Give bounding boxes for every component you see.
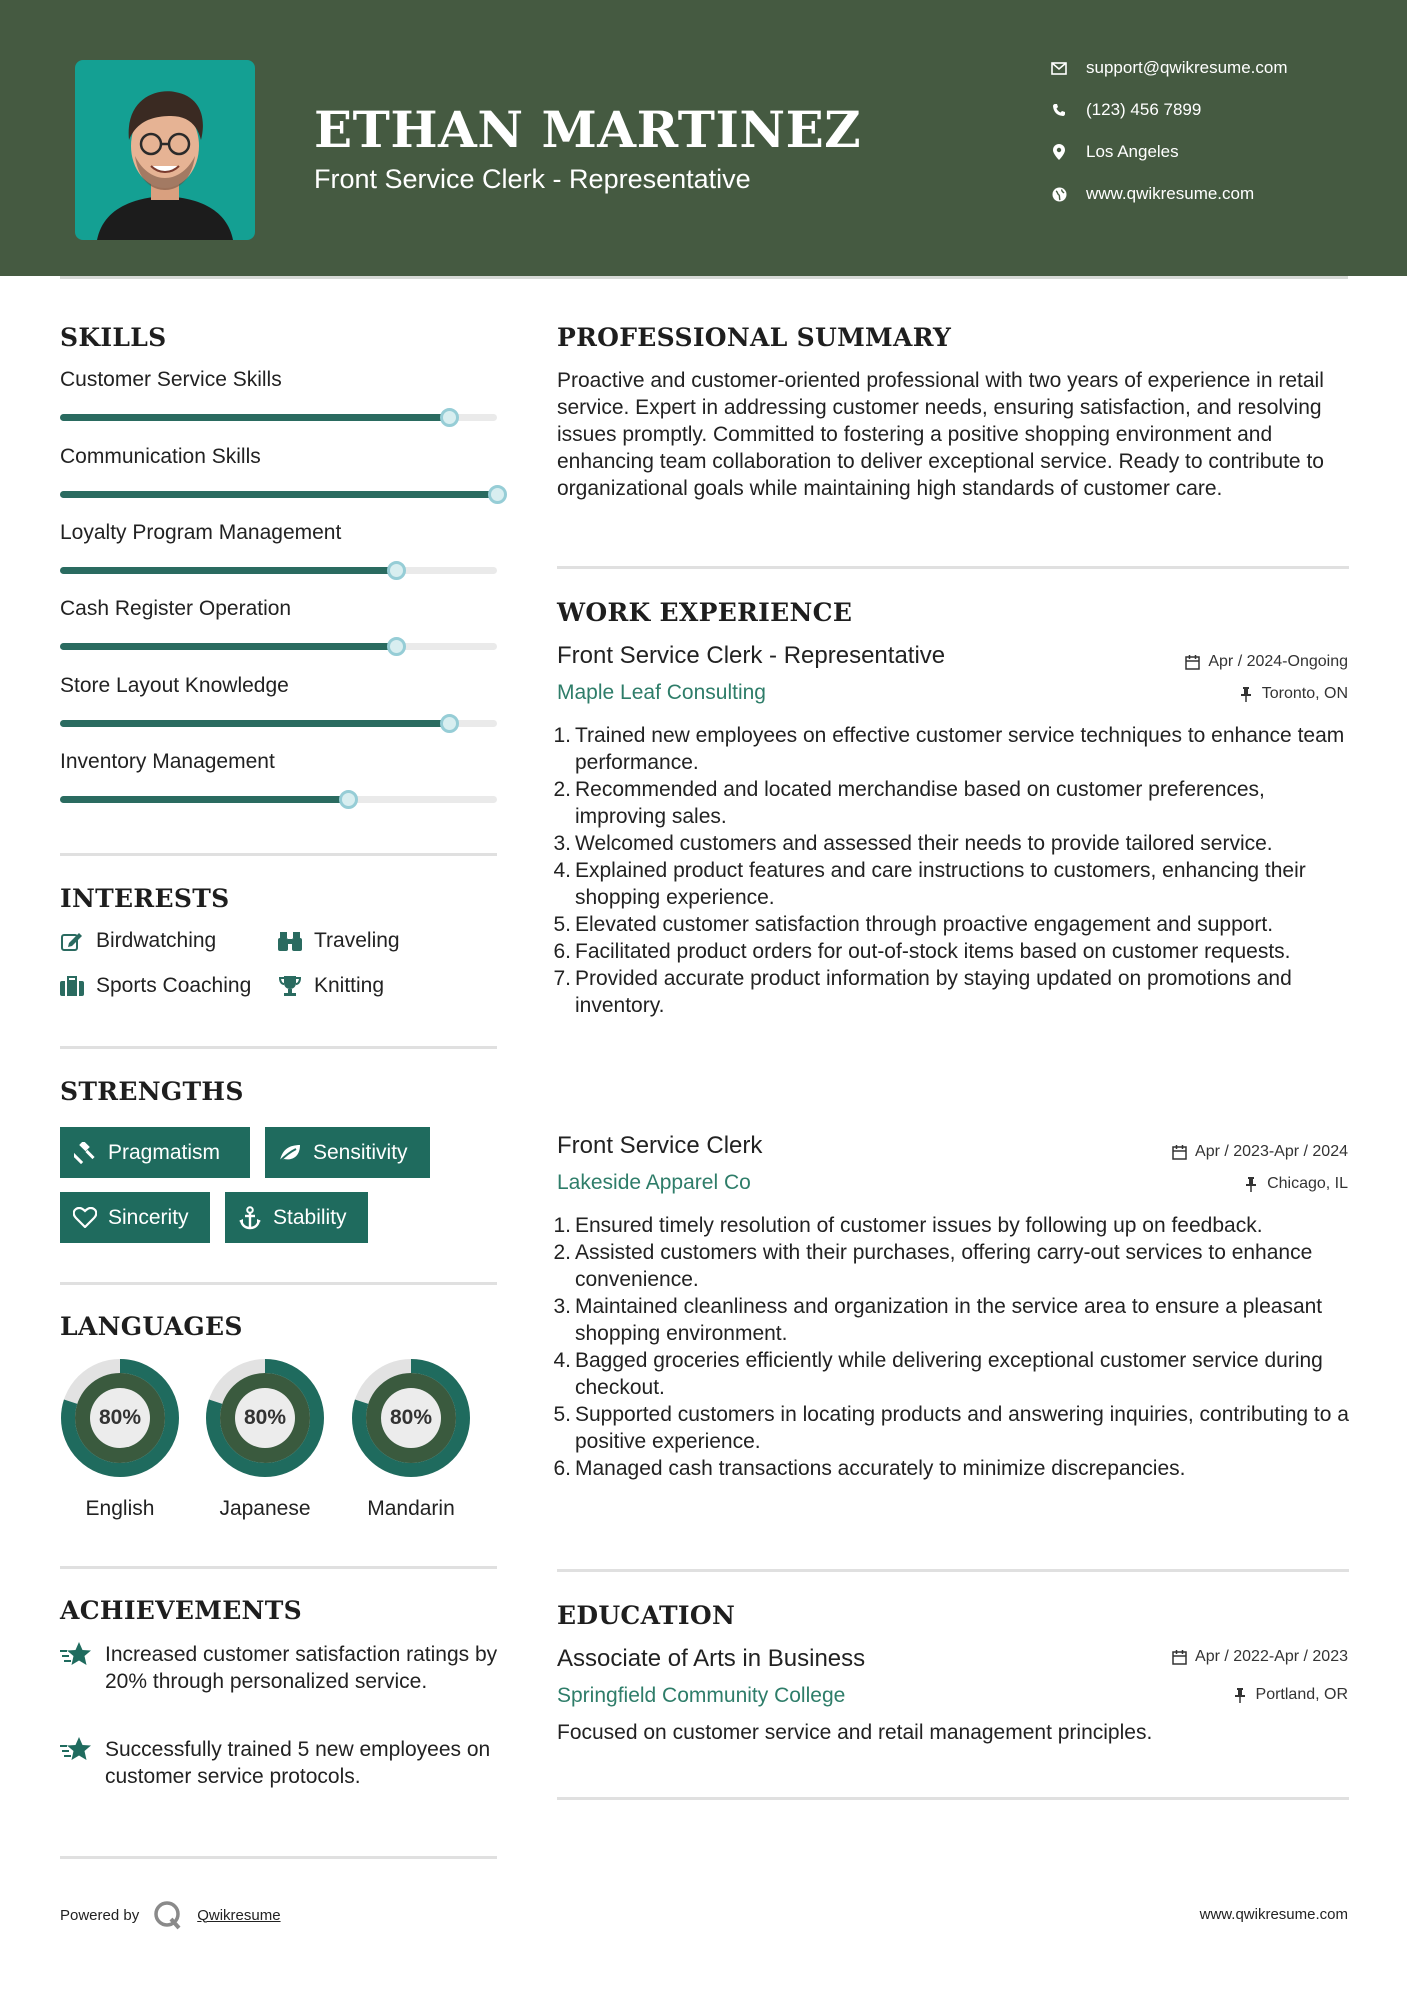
language-percent: 80% xyxy=(389,1406,433,1429)
job-bullets xyxy=(550,722,1352,1019)
pushpin-icon xyxy=(1232,1687,1248,1703)
language-item xyxy=(350,1357,472,1521)
interest-label: Sports Coaching xyxy=(96,974,252,997)
pushpin-icon xyxy=(1243,1176,1259,1192)
skill-bar xyxy=(60,796,497,803)
contact-website[interactable] xyxy=(1050,184,1350,204)
profile-photo xyxy=(75,60,255,240)
contact-website-text: www.qwikresume.com xyxy=(1086,184,1255,203)
education-school: Springfield Community College xyxy=(557,1684,846,1707)
footer-website[interactable]: www.qwikresume.com xyxy=(1199,1906,1348,1923)
education-heading: EDUCATION xyxy=(557,1601,736,1630)
interest-item xyxy=(60,929,216,953)
education-location xyxy=(1232,1686,1348,1704)
section-divider xyxy=(60,853,497,856)
skill-label: Cash Register Operation xyxy=(60,597,292,620)
education-degree: Associate of Arts in Business xyxy=(557,1645,866,1672)
heart-icon xyxy=(72,1205,98,1231)
interest-label: Traveling xyxy=(314,929,400,952)
section-divider xyxy=(557,1797,1349,1800)
strength-badge xyxy=(60,1127,250,1178)
achievement-item xyxy=(60,1641,500,1695)
job-location xyxy=(1243,1175,1348,1193)
language-item xyxy=(59,1357,181,1521)
achievements-heading: ACHIEVEMENTS xyxy=(60,1596,302,1625)
job-bullet: 2. Recommended and located merchandise based on customer preferences, improving sales. xyxy=(553,778,1265,828)
contact-phone[interactable] xyxy=(1050,100,1350,120)
section-divider xyxy=(60,1046,497,1049)
job-company: Lakeside Apparel Co xyxy=(557,1171,751,1194)
strength-badge xyxy=(265,1127,430,1178)
education-location-text: Portland, OR xyxy=(1255,1686,1348,1703)
education-date xyxy=(1171,1648,1348,1666)
skill-bar-knob xyxy=(339,790,358,809)
job-bullet: 6. Facilitated product orders for out-of-stock items based on customer requests. xyxy=(553,940,1291,963)
envelope-icon xyxy=(1050,59,1068,77)
job-date-text: Apr / 2023-Apr / 2024 xyxy=(1195,1143,1348,1160)
job-bullet: 6. Managed cash transactions accurately to minimize discrepancies. xyxy=(553,1457,1186,1480)
header-divider xyxy=(60,276,1348,279)
gavel-icon xyxy=(72,1140,98,1166)
interest-label: Birdwatching xyxy=(96,929,217,952)
interest-item xyxy=(278,929,400,953)
job-bullet: 3. Maintained cleanliness and organization in the service area to ensure a pleasant shopping environment. xyxy=(553,1295,1323,1345)
strength-label: Sensitivity xyxy=(313,1140,408,1164)
trophy-icon xyxy=(278,974,302,998)
contact-phone-text: (123) 456 7899 xyxy=(1086,100,1202,119)
contact-email[interactable] xyxy=(1050,58,1350,78)
skill-bar xyxy=(60,643,497,650)
job-bullet: 1. Trained new employees on effective customer service techniques to enhance team performance. xyxy=(553,724,1345,774)
skills-heading: SKILLS xyxy=(60,323,167,352)
star-icon xyxy=(60,1736,94,1790)
strength-label: Stability xyxy=(273,1205,347,1229)
strength-label: Pragmatism xyxy=(108,1140,221,1164)
job-bullet: 3. Welcomed customers and assessed their needs to provide tailored service. xyxy=(553,832,1273,855)
anchor-icon xyxy=(237,1205,263,1231)
languages-heading: LANGUAGES xyxy=(60,1312,243,1341)
footer-powered-by xyxy=(60,1900,281,1930)
interest-item xyxy=(60,974,251,998)
interest-item xyxy=(278,974,384,998)
calendar-icon xyxy=(1184,654,1200,670)
skill-bar xyxy=(60,567,497,574)
skill-bar-knob xyxy=(387,637,406,656)
job-bullet: 7. Provided accurate product information by staying updated on promotions and inventory. xyxy=(553,967,1292,1017)
pushpin-icon xyxy=(1238,686,1254,702)
job-location-text: Chicago, IL xyxy=(1267,1175,1348,1192)
candidate-name: ETHAN MARTINEZ xyxy=(314,100,862,159)
leaf-icon xyxy=(277,1140,303,1166)
section-divider xyxy=(557,566,1349,569)
powered-by-text: Powered by xyxy=(60,1906,140,1924)
job-bullet: 5. Supported customers in locating products and answering inquiries, contributing to a positive experience. xyxy=(553,1403,1349,1453)
strength-label: Sincerity xyxy=(108,1205,189,1229)
strength-badge xyxy=(225,1192,368,1243)
skill-bar-knob xyxy=(387,561,406,580)
section-divider xyxy=(60,1566,497,1569)
star-icon xyxy=(60,1641,94,1695)
job-location xyxy=(1238,685,1348,703)
job-location-text: Toronto, ON xyxy=(1261,685,1348,702)
section-divider xyxy=(60,1282,497,1285)
achievement-text: Successfully trained 5 new employees on customer service protocols. xyxy=(105,1738,491,1788)
job-title: Front Service Clerk xyxy=(557,1132,763,1159)
achievement-text: Increased customer satisfaction ratings by 20% through personalized service. xyxy=(105,1643,498,1693)
job-bullet: 1. Ensured timely resolution of customer issues by following up on feedback. xyxy=(553,1214,1263,1237)
section-divider xyxy=(557,1569,1349,1572)
qwikresume-logo-icon xyxy=(153,1900,183,1930)
job-company: Maple Leaf Consulting xyxy=(557,681,766,704)
phone-icon xyxy=(1050,101,1068,119)
language-item xyxy=(204,1357,326,1521)
section-divider xyxy=(60,1856,497,1859)
contact-email-text: support@qwikresume.com xyxy=(1086,58,1288,77)
summary-text: Proactive and customer-oriented professional with two years of experience in retail service. Expert in addressing customer needs, ensuring satisfaction, and resolving issues promptly. Committed to fostering a positive shopping environment and enhancing team collaboration to deliver exceptional service. Ready to contribute to organizational goals while maintaining high standards of customer care. xyxy=(557,369,1324,500)
job-bullet: 4. Bagged groceries efficiently while delivering exceptional customer service during checkout. xyxy=(553,1349,1323,1399)
globe-icon xyxy=(1050,185,1068,203)
binoculars-icon xyxy=(278,929,302,953)
skill-label: Customer Service Skills xyxy=(60,368,282,391)
pencil-square-icon xyxy=(60,929,84,953)
job-bullet: 2. Assisted customers with their purchases, offering carry-out services to enhance convenience. xyxy=(553,1241,1313,1291)
calendar-icon xyxy=(1171,1144,1187,1160)
skill-label: Store Layout Knowledge xyxy=(60,674,289,697)
map-pin-icon xyxy=(1050,143,1068,161)
job-bullet: 5. Elevated customer satisfaction through proactive engagement and support. xyxy=(553,913,1274,936)
strengths-heading: STRENGTHS xyxy=(60,1077,244,1106)
interest-label: Knitting xyxy=(314,974,385,997)
skill-label: Loyalty Program Management xyxy=(60,521,342,544)
language-name: Mandarin xyxy=(367,1497,455,1520)
experience-heading: WORK EXPERIENCE xyxy=(557,598,853,627)
education-date-text: Apr / 2022-Apr / 2023 xyxy=(1195,1648,1348,1665)
skill-bar-knob xyxy=(440,408,459,427)
skill-bar xyxy=(60,720,497,727)
education-description: Focused on customer service and retail management principles. xyxy=(557,1721,1153,1744)
qwikresume-link[interactable]: Qwikresume xyxy=(197,1906,281,1924)
language-percent: 80% xyxy=(98,1406,142,1429)
skill-bar-knob xyxy=(440,714,459,733)
briefcase-icon xyxy=(60,974,84,998)
job-date-text: Apr / 2024-Ongoing xyxy=(1208,653,1348,670)
language-name: Japanese xyxy=(219,1497,311,1520)
contact-location-text: Los Angeles xyxy=(1086,142,1179,161)
skill-bar xyxy=(60,491,497,498)
summary-heading: PROFESSIONAL SUMMARY xyxy=(557,323,952,352)
skill-bar-knob xyxy=(488,485,507,504)
language-name: English xyxy=(85,1497,155,1520)
job-title: Front Service Clerk - Representative xyxy=(557,642,946,669)
skill-label: Communication Skills xyxy=(60,445,261,468)
skill-bar xyxy=(60,414,497,421)
language-percent: 80% xyxy=(243,1406,287,1429)
job-bullet: 4. Explained product features and care instructions to customers, enhancing their shopping experience. xyxy=(553,859,1306,909)
job-date xyxy=(1184,653,1348,671)
contact-location xyxy=(1050,142,1350,162)
strength-badge xyxy=(60,1192,210,1243)
job-bullets xyxy=(550,1212,1352,1482)
interests-heading: INTERESTS xyxy=(60,884,230,913)
candidate-role: Front Service Clerk - Representative xyxy=(314,164,751,194)
achievement-item xyxy=(60,1736,500,1790)
job-date xyxy=(1171,1143,1348,1161)
calendar-icon xyxy=(1171,1649,1187,1665)
skill-label: Inventory Management xyxy=(60,750,275,773)
